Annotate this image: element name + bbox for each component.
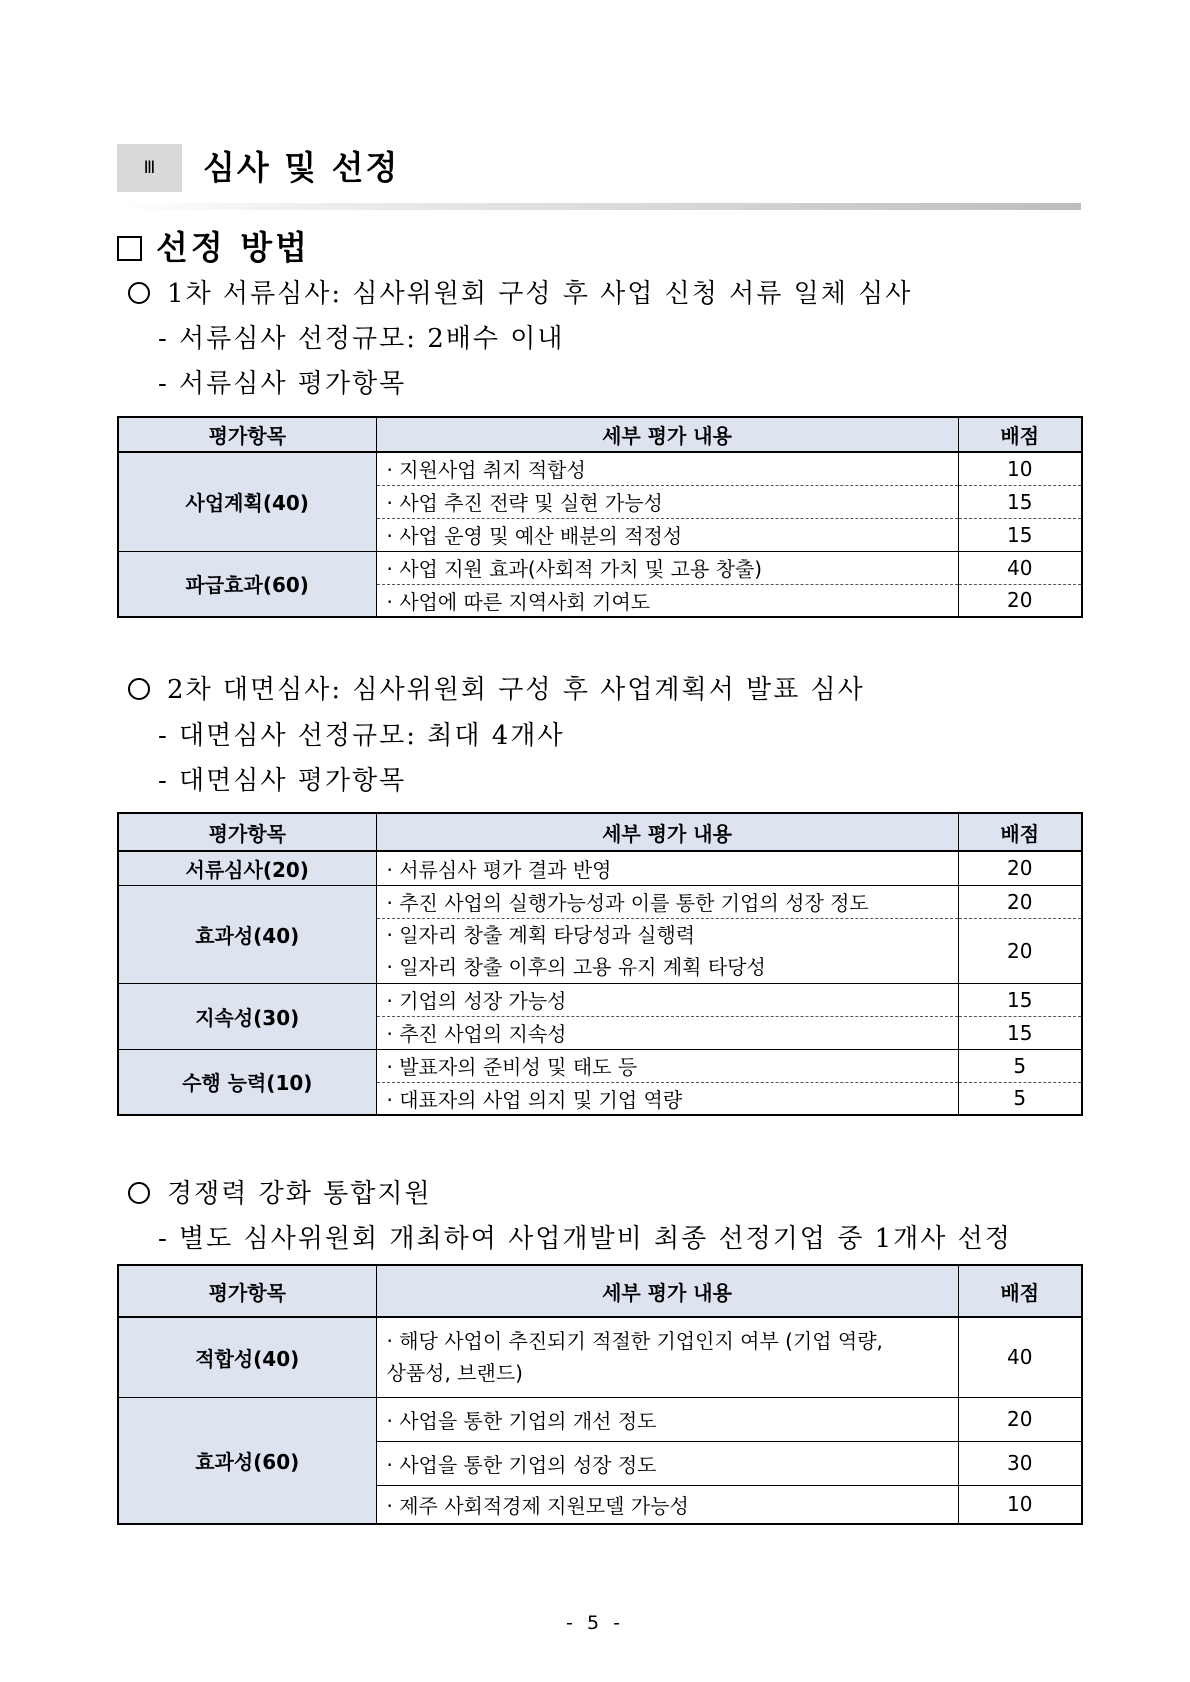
score-cell: 5 xyxy=(958,1082,1082,1115)
header-score: 배점 xyxy=(958,417,1082,452)
score-cell: 20 xyxy=(958,885,1082,918)
stage2-table xyxy=(117,812,1083,1116)
category-cell: 서류심사(20) xyxy=(118,851,376,885)
score-cell: 15 xyxy=(958,983,1082,1016)
section-title: 심사 및 선정 xyxy=(203,148,400,187)
stage1-table xyxy=(117,416,1083,618)
heading-text: 선정 방법 xyxy=(156,228,311,267)
score-cell: 10 xyxy=(958,452,1082,485)
stage2-title: 2차 대면심사: 심사위원회 구성 후 사업계획서 발표 심사 xyxy=(128,669,865,706)
detail-line: · 해당 사업이 추진되기 적절한 기업인지 여부 (기업 역량, xyxy=(386,1329,883,1354)
score-cell: 30 xyxy=(958,1441,1082,1485)
heading-selection-method xyxy=(117,222,310,269)
stage3-line-note: - 별도 심사위원회 개최하여 사업개발비 최종 선정기업 중 1개사 선정 xyxy=(158,1224,1012,1254)
category-cell: 수행 능력(10) xyxy=(118,1049,376,1115)
detail-cell xyxy=(376,918,958,983)
score-cell: 20 xyxy=(958,584,1082,617)
header-score: 배점 xyxy=(958,813,1082,851)
table-row xyxy=(118,551,1082,584)
detail-cell xyxy=(376,1317,958,1397)
stage2-line-scale: - 대면심사 선정규모: 최대 4개사 xyxy=(158,721,565,751)
table-row xyxy=(118,1397,1082,1441)
score-cell: 15 xyxy=(958,518,1082,551)
table-header-row xyxy=(118,1265,1082,1317)
detail-cell: · 지원사업 취지 적합성 xyxy=(376,452,958,485)
table-header-row xyxy=(118,417,1082,452)
table-row xyxy=(118,452,1082,485)
score-cell: 15 xyxy=(958,1016,1082,1049)
section-header xyxy=(117,144,1081,192)
detail-cell: · 대표자의 사업 의지 및 기업 역량 xyxy=(376,1082,958,1115)
detail-cell: · 사업 운영 및 예산 배분의 적정성 xyxy=(376,518,958,551)
header-detail: 세부 평가 내용 xyxy=(376,417,958,452)
section-number: Ⅲ xyxy=(117,144,182,192)
category-cell: 파급효과(60) xyxy=(118,551,376,617)
detail-cell: · 발표자의 준비성 및 태도 등 xyxy=(376,1049,958,1082)
circle-bullet-icon xyxy=(128,678,150,700)
category-cell: 효과성(40) xyxy=(118,885,376,983)
detail-cell: · 서류심사 평가 결과 반영 xyxy=(376,851,958,885)
table-row xyxy=(118,1049,1082,1082)
header-category: 평가항목 xyxy=(118,1265,376,1317)
score-cell: 15 xyxy=(958,485,1082,518)
table-row xyxy=(118,1317,1082,1397)
score-cell: 20 xyxy=(958,918,1082,983)
stage1-line-scale: - 서류심사 선정규모: 2배수 이내 xyxy=(158,324,565,354)
detail-cell: · 제주 사회적경제 지원모델 가능성 xyxy=(376,1485,958,1524)
category-cell: 효과성(60) xyxy=(118,1397,376,1524)
circle-bullet-icon xyxy=(128,1182,150,1204)
category-cell: 적합성(40) xyxy=(118,1317,376,1397)
score-cell: 40 xyxy=(958,551,1082,584)
detail-cell: · 사업 지원 효과(사회적 가치 및 고용 창출) xyxy=(376,551,958,584)
detail-cell: · 사업을 통한 기업의 성장 정도 xyxy=(376,1441,958,1485)
score-cell: 5 xyxy=(958,1049,1082,1082)
detail-cell: · 사업에 따른 지역사회 기여도 xyxy=(376,584,958,617)
stage1-title: 1차 서류심사: 심사위원회 구성 후 사업 신청 서류 일체 심사 xyxy=(128,273,912,310)
detail-cell: · 사업을 통한 기업의 개선 정도 xyxy=(376,1397,958,1441)
detail-cell: · 사업 추진 전략 및 실현 가능성 xyxy=(376,485,958,518)
table-row xyxy=(118,885,1082,918)
header-category: 평가항목 xyxy=(118,813,376,851)
table-row xyxy=(118,851,1082,885)
header-detail: 세부 평가 내용 xyxy=(376,1265,958,1317)
stage2-line-items: - 대면심사 평가항목 xyxy=(158,766,407,796)
score-cell: 40 xyxy=(958,1317,1082,1397)
page-number: - 5 - xyxy=(566,1612,624,1634)
score-cell: 20 xyxy=(958,851,1082,885)
header-detail: 세부 평가 내용 xyxy=(376,813,958,851)
stage3-title: 경쟁력 강화 통합지원 xyxy=(128,1173,432,1210)
detail-line: 상품성, 브랜드) xyxy=(386,1361,523,1386)
score-cell: 20 xyxy=(958,1397,1082,1441)
square-bullet-icon xyxy=(117,236,142,261)
table-header-row xyxy=(118,813,1082,851)
detail-cell: · 추진 사업의 실행가능성과 이를 통한 기업의 성장 정도 xyxy=(376,885,958,918)
detail-line: · 일자리 창출 계획 타당성과 실행력 xyxy=(386,922,696,947)
detail-line: · 일자리 창출 이후의 고용 유지 계획 타당성 xyxy=(386,954,766,979)
detail-cell: · 기업의 성장 가능성 xyxy=(376,983,958,1016)
score-cell: 10 xyxy=(958,1485,1082,1524)
category-cell: 지속성(30) xyxy=(118,983,376,1049)
header-category: 평가항목 xyxy=(118,417,376,452)
stage3-table xyxy=(117,1264,1083,1525)
circle-bullet-icon xyxy=(128,282,150,304)
section-divider xyxy=(117,203,1081,210)
header-score: 배점 xyxy=(958,1265,1082,1317)
table-row xyxy=(118,983,1082,1016)
category-cell: 사업계획(40) xyxy=(118,452,376,551)
detail-cell: · 추진 사업의 지속성 xyxy=(376,1016,958,1049)
stage1-line-items: - 서류심사 평가항목 xyxy=(158,369,407,399)
